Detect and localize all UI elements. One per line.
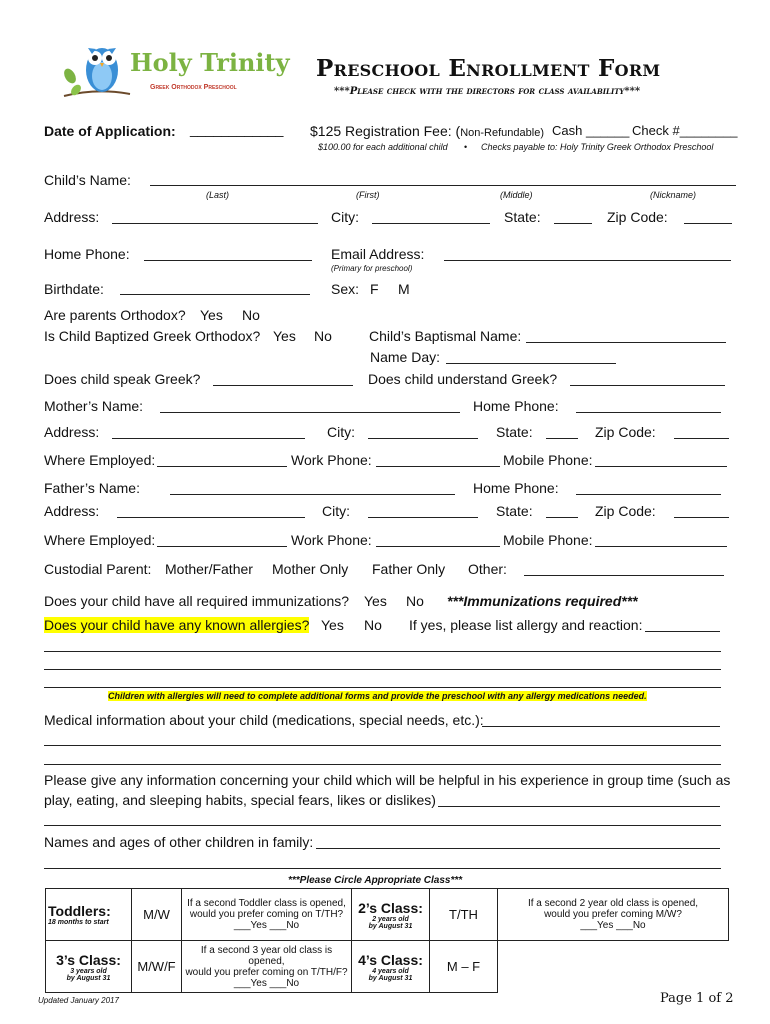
mother-city-label: City: xyxy=(327,424,355,440)
sex-m[interactable]: M xyxy=(398,281,410,297)
birthdate-label: Birthdate: xyxy=(44,281,104,297)
fours-class-cell[interactable] xyxy=(352,941,430,993)
speak-greek-line[interactable] xyxy=(213,385,353,386)
class-table xyxy=(45,888,729,993)
understand-greek-q: Does child understand Greek? xyxy=(368,371,558,387)
father-work-phone-label: Work Phone: xyxy=(291,532,372,548)
empty-cell xyxy=(498,941,729,993)
child-name-label: Child’s Name: xyxy=(44,172,131,188)
circle-class-header: ***Please Circle Appropriate Class*** xyxy=(288,875,463,886)
father-city-line[interactable] xyxy=(368,517,478,518)
owl-logo-icon xyxy=(62,36,132,106)
custodial-other-label: Other: xyxy=(468,561,507,577)
baptized-q: Is Child Baptized Greek Orthodox? xyxy=(44,328,261,344)
immunizations-no[interactable]: No xyxy=(406,593,424,609)
first-caption: (First) xyxy=(356,190,380,200)
parents-orthodox-no[interactable]: No xyxy=(242,307,260,323)
child-city-label: City: xyxy=(331,209,359,225)
twos-note-2: would you prefer coming M/W? xyxy=(544,909,682,920)
mother-zip-line[interactable] xyxy=(674,438,729,439)
page-number: Page 1 of 2 xyxy=(660,991,734,1006)
mother-name-line[interactable] xyxy=(160,412,460,413)
home-phone-line[interactable] xyxy=(144,260,312,261)
middle-caption: (Middle) xyxy=(500,190,533,200)
child-address-line[interactable] xyxy=(112,223,318,224)
father-address-line[interactable] xyxy=(117,517,305,518)
checks-payable-note: Checks payable to: Holy Trinity Greek Orthodox Preschool xyxy=(481,142,714,152)
threes-title: 3’s Class: xyxy=(56,951,121,968)
father-work-phone-line[interactable] xyxy=(376,546,500,547)
toddlers-note-1: If a second Toddler class is opened, xyxy=(187,898,346,909)
twos-sub-2: by August 31 xyxy=(368,922,413,930)
father-name-label: Father’s Name: xyxy=(44,480,140,496)
baptized-no[interactable]: No xyxy=(314,328,332,344)
medical-info-label: Medical information about your child (medications, special needs, etc.): xyxy=(44,712,484,728)
mother-work-phone-label: Work Phone: xyxy=(291,452,372,468)
father-city-label: City: xyxy=(322,503,350,519)
threes-sub-1: 3 years old xyxy=(70,967,107,975)
allergy-line-2[interactable] xyxy=(44,651,721,652)
email-note: (Primary for preschool) xyxy=(331,264,413,273)
medical-line-3[interactable] xyxy=(44,764,721,765)
mother-home-phone-line[interactable] xyxy=(576,412,721,413)
fours-days[interactable]: M – F xyxy=(430,941,498,993)
threes-class-cell[interactable] xyxy=(46,941,132,993)
sex-f[interactable]: F xyxy=(370,281,379,297)
custodial-other-line[interactable] xyxy=(524,575,724,576)
mother-state-label: State: xyxy=(496,424,533,440)
email-label: Email Address: xyxy=(331,246,425,262)
child-name-line[interactable] xyxy=(150,185,736,186)
immunizations-required: ***Immunizations required*** xyxy=(447,593,638,609)
group-time-info-line1: Please give any information concerning your child which will be helpful in his experience in group time (such as xyxy=(44,772,731,788)
mother-address-line[interactable] xyxy=(112,438,305,439)
father-employed-label: Where Employed: xyxy=(44,532,156,548)
father-state-line[interactable] xyxy=(546,517,578,518)
name-day-label: Name Day: xyxy=(370,349,441,365)
father-home-phone-line[interactable] xyxy=(576,494,721,495)
allergy-list-label: If yes, please list allergy and reaction: xyxy=(409,617,643,633)
toddlers-note xyxy=(182,889,352,941)
threes-days[interactable]: M/W/F xyxy=(132,941,182,993)
mother-mobile-label: Mobile Phone: xyxy=(503,452,593,468)
siblings-label: Names and ages of other children in family: xyxy=(44,834,314,850)
home-phone-label: Home Phone: xyxy=(44,246,130,262)
custodial-father-only[interactable]: Father Only xyxy=(372,561,446,577)
child-state-label: State: xyxy=(504,209,541,225)
child-city-line[interactable] xyxy=(372,223,490,224)
fours-title: 4’s Class: xyxy=(358,951,423,968)
cash-field[interactable]: Cash ______ xyxy=(552,123,630,138)
threes-note xyxy=(182,941,352,993)
fours-sub-1: 4 years old xyxy=(372,967,409,975)
parents-orthodox-yes[interactable]: Yes xyxy=(200,307,223,323)
group-time-info-line2: play, eating, and sleeping habits, special fears, likes or dislikes) xyxy=(44,792,436,808)
sex-label: Sex: xyxy=(331,281,360,297)
baptized-yes[interactable]: Yes xyxy=(273,328,296,344)
mother-zip-label: Zip Code: xyxy=(595,424,656,440)
twos-class-cell[interactable] xyxy=(352,889,430,941)
father-zip-label: Zip Code: xyxy=(595,503,656,519)
father-state-label: State: xyxy=(496,503,533,519)
allergy-line-4[interactable] xyxy=(44,687,721,688)
last-caption: (Last) xyxy=(206,190,230,200)
immunizations-yes[interactable]: Yes xyxy=(364,593,387,609)
mother-address-label: Address: xyxy=(44,424,100,440)
mother-employed-label: Where Employed: xyxy=(44,452,156,468)
allergy-line-3[interactable] xyxy=(44,669,721,670)
toddlers-note-2: would you prefer coming on T/TH? xyxy=(189,909,344,920)
twos-note-1: If a second 2 year old class is opened, xyxy=(527,898,699,909)
bullet: • xyxy=(464,142,468,152)
custodial-mother-only[interactable]: Mother Only xyxy=(272,561,349,577)
mother-name-label: Mother’s Name: xyxy=(44,398,144,414)
fee-text xyxy=(310,123,544,139)
toddlers-days[interactable]: M/W xyxy=(132,889,182,941)
father-employed-line[interactable] xyxy=(157,546,287,547)
mother-mobile-line[interactable] xyxy=(595,466,727,467)
allergies-yes[interactable]: Yes xyxy=(321,617,344,633)
baptismal-name-label: Child’s Baptismal Name: xyxy=(369,328,522,344)
immunizations-q: Does your child have all required immunizations? xyxy=(44,593,350,609)
logo-name: Holy Trinity xyxy=(130,48,290,77)
child-zip-label: Zip Code: xyxy=(607,209,668,225)
email-line[interactable] xyxy=(444,260,731,261)
twos-note xyxy=(498,889,729,941)
siblings-line-1[interactable] xyxy=(316,848,720,849)
logo-tagline: Greek Orthodox Preschool xyxy=(150,84,237,91)
child-zip-line[interactable] xyxy=(684,223,732,224)
additional-child-note: $100.00 for each additional child xyxy=(318,142,448,152)
father-address-label: Address: xyxy=(44,503,100,519)
allergies-q: Does your child have any known allergies? xyxy=(44,617,310,633)
twos-days[interactable]: T/TH xyxy=(430,889,498,941)
mother-home-phone-label: Home Phone: xyxy=(473,398,559,414)
logo xyxy=(62,36,290,106)
parents-orthodox-q: Are parents Orthodox? xyxy=(44,307,186,323)
twos-note-3[interactable]: ___Yes ___No xyxy=(580,920,646,931)
form-subtitle: ***Please check with the directors for class availability*** xyxy=(334,86,641,97)
child-address-label: Address: xyxy=(44,209,100,225)
nickname-caption: (Nickname) xyxy=(650,190,697,200)
toddlers-class-cell[interactable] xyxy=(46,889,132,941)
group-time-line-1[interactable] xyxy=(438,806,720,807)
fee-nonref: Non-Refundable) xyxy=(460,127,544,139)
fours-sub-2: by August 31 xyxy=(368,974,413,982)
allergy-list-line[interactable] xyxy=(645,631,720,632)
form-title: Preschool Enrollment Form xyxy=(316,55,661,82)
threes-note-3[interactable]: ___Yes ___No xyxy=(233,977,300,989)
baptismal-name-line[interactable] xyxy=(526,342,726,343)
father-mobile-line[interactable] xyxy=(595,546,727,547)
mother-city-line[interactable] xyxy=(368,438,478,439)
name-day-line[interactable] xyxy=(446,363,616,364)
updated-date: Updated January 2017 xyxy=(38,996,119,1005)
twos-title: 2’s Class: xyxy=(358,899,423,916)
group-time-line-2[interactable] xyxy=(44,825,721,826)
fee-label: $125 Registration Fee: ( xyxy=(310,123,461,139)
custodial-label: Custodial Parent: xyxy=(44,561,152,577)
threes-note-2: would you prefer coming on T/TH/F? xyxy=(185,966,348,978)
twos-sub-1: 2 years old xyxy=(372,915,409,923)
mother-employed-line[interactable] xyxy=(157,466,287,467)
birthdate-line[interactable] xyxy=(120,294,310,295)
mother-work-phone-line[interactable] xyxy=(376,466,500,467)
threes-note-1: If a second 3 year old class is opened, xyxy=(200,944,333,967)
check-field[interactable]: Check #________ xyxy=(632,123,738,138)
father-zip-line[interactable] xyxy=(674,517,729,518)
speak-greek-q: Does child speak Greek? xyxy=(44,371,201,387)
toddlers-note-3[interactable]: ___Yes ___No xyxy=(233,920,300,931)
medical-line-2[interactable] xyxy=(44,745,721,746)
date-label: Date of Application: xyxy=(44,123,176,139)
toddlers-title: Toddlers: xyxy=(48,903,111,919)
father-mobile-label: Mobile Phone: xyxy=(503,532,593,548)
toddlers-sub: 18 months to start xyxy=(48,919,109,926)
custodial-mother-father[interactable]: Mother/Father xyxy=(165,561,253,577)
siblings-line-2[interactable] xyxy=(44,868,721,869)
mother-state-line[interactable] xyxy=(546,438,578,439)
medical-line-1[interactable] xyxy=(482,726,720,727)
understand-greek-line[interactable] xyxy=(570,385,725,386)
date-blank[interactable]: ____________ xyxy=(190,121,284,137)
child-state-line[interactable] xyxy=(554,223,592,224)
allergies-no[interactable]: No xyxy=(364,617,382,633)
father-home-phone-label: Home Phone: xyxy=(473,480,559,496)
allergy-forms-note: Children with allergies will need to complete additional forms and provide the preschool with any allergy medications needed. xyxy=(108,691,647,701)
father-name-line[interactable] xyxy=(170,494,455,495)
threes-sub-2: by August 31 xyxy=(66,974,111,982)
